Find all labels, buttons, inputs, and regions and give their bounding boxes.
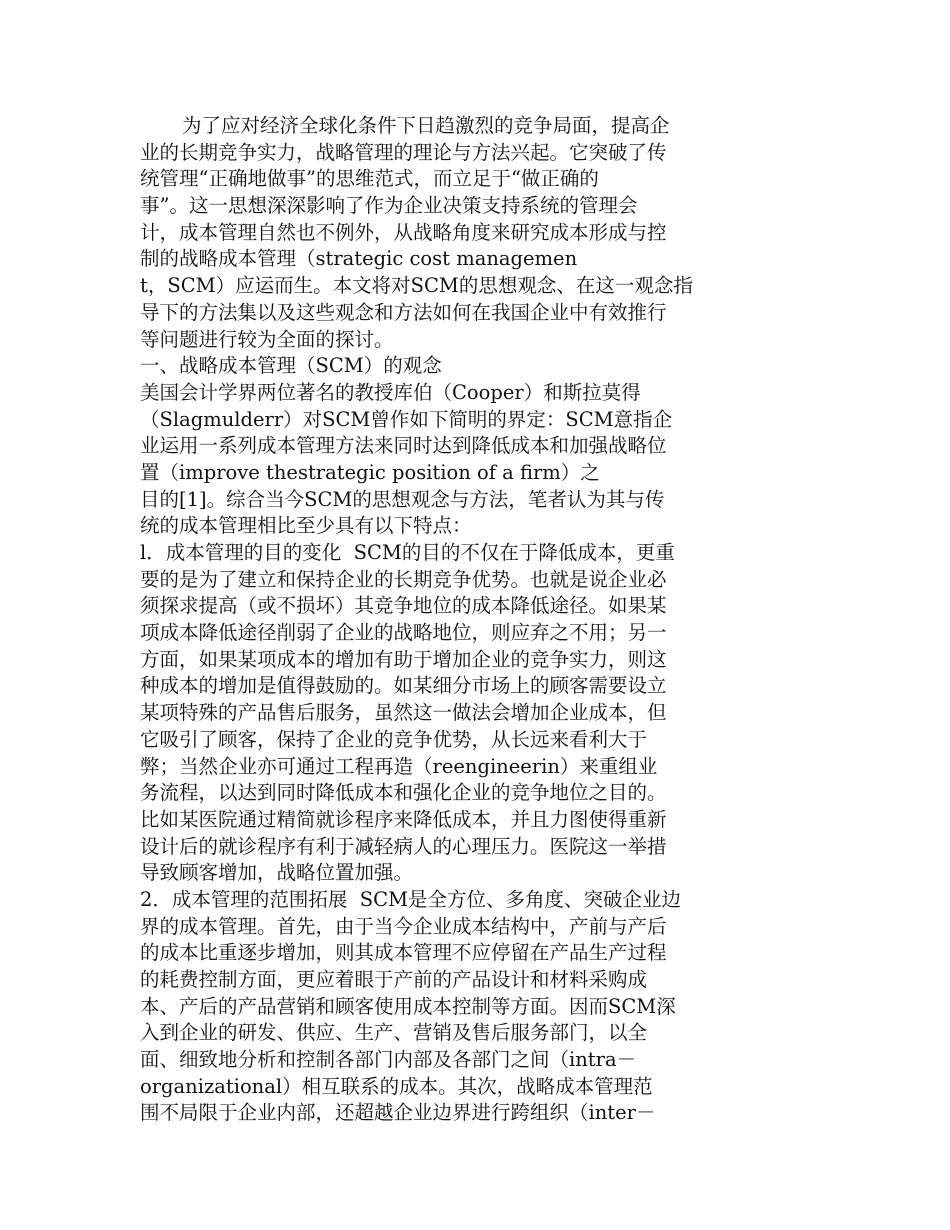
text-line: 置（improve thestrategic position of a firm）之 [140, 460, 600, 484]
text-line: （Slagmulderr）对SCM曾作如下简明的界定：SCM意指企 [140, 407, 673, 431]
text-line: 事”。这一思想深深影响了作为企业决策支持系统的管理会 [140, 194, 638, 218]
text-line: 须探求提高（或不损坏）其竞争地位的成本降低途径。如果某 [140, 594, 667, 618]
text-line: 种成本的增加是值得鼓励的。如某细分市场上的顾客需要设立 [140, 674, 667, 698]
document-body [140, 113, 750, 1127]
text-line: 美国会计学界两位著名的教授库伯（Cooper）和斯拉莫得 [140, 380, 641, 404]
text-line: 导下的方法集以及这些观念和方法如何在我国企业中有效推行 [140, 300, 667, 324]
text-line: 比如某医院通过精简就诊程序来降低成本，并且力图使得重新 [140, 807, 667, 831]
text-line: 面、细致地分析和控制各部门内部及各部门之间（intra－ [140, 1048, 637, 1072]
text-line: 界的成本管理。首先，由于当今企业成本结构中，产前与产后 [140, 914, 667, 938]
text-line: 等问题进行较为全面的探讨。 [140, 327, 394, 351]
text-line: 项成本降低途径削弱了企业的战略地位，则应弃之不用；另一 [140, 621, 667, 645]
text-line: 它吸引了顾客，保持了企业的竞争优势，从长远来看利大于 [140, 727, 648, 751]
text-line: 统管理“正确地做事”的思维范式，而立足于“做正确的 [140, 167, 599, 191]
text-line: 导致顾客增加，战略位置加强。 [140, 861, 414, 885]
text-line: 计，成本管理自然也不例外，从战略角度来研究成本形成与控 [140, 220, 667, 244]
text-line: l．成本管理的目的变化 SCM的目的不仅在于降低成本，更重 [140, 541, 675, 564]
text-line: organizational）相互联系的成本。其次，战略成本管理范 [140, 1074, 653, 1098]
text-line: 业的长期竞争实力，战略管理的理论与方法兴起。它突破了传 [140, 140, 667, 164]
text-line: 某项特殊的产品售后服务，虽然这一做法会增加企业成本，但 [140, 701, 667, 725]
text-line: 制的战略成本管理（strategic cost managemen [140, 247, 578, 271]
text-line: 为了应对经济全球化条件下日趋激烈的竞争局面，提高企 [182, 114, 670, 137]
text-line: 务流程，以达到同时降低成本和强化企业的竞争地位之目的。 [140, 781, 667, 805]
text-line: 的成本比重逐步增加，则其成本管理不应停留在产品生产过程 [140, 941, 667, 965]
text-line: t，SCM）应运而生。本文将对SCM的思想观念、在这一观念指 [140, 274, 693, 298]
text-line: 围不局限于企业内部，还超越企业边界进行跨组织（inter－ [140, 1101, 656, 1125]
text-line: 入到企业的研发、供应、生产、营销及售后服务部门，以全 [140, 1021, 648, 1045]
text-line: 弊；当然企业亦可通过工程再造（reengineerin）来重组业 [140, 754, 658, 778]
text-line: 目的[1]。综合当今SCM的思想观念与方法，笔者认为其与传 [140, 487, 665, 511]
text-line: 设计后的就诊程序有利于减轻病人的心理压力。医院这一举措 [140, 834, 667, 858]
text-line: 2．成本管理的范围拓展 SCM是全方位、多角度、突破企业边 [140, 887, 682, 911]
text-line: 要的是为了建立和保持企业的长期竞争优势。也就是说企业必 [140, 567, 667, 591]
text-line: 本、产后的产品营销和顾客使用成本控制等方面。因而SCM深 [140, 994, 676, 1018]
text-line: 方面，如果某项成本的增加有助于增加企业的竞争实力，则这 [140, 647, 667, 671]
text-line: 的耗费控制方面，更应着眼于产前的产品设计和材料采购成 [140, 968, 648, 991]
text-line: 业运用一系列成本管理方法来同时达到降低成本和加强战略位 [140, 434, 667, 458]
text-line: 一、战略成本管理（SCM）的观念 [140, 354, 442, 378]
text-line: 统的成本管理相比至少具有以下特点： [140, 514, 472, 538]
